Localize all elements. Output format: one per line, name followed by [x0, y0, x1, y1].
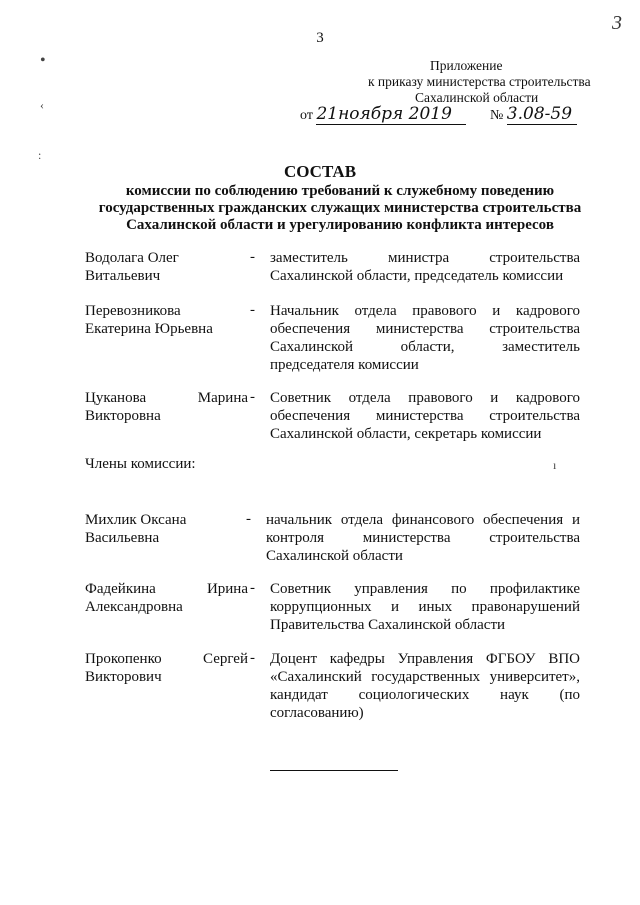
date-prefix: от: [300, 108, 313, 123]
number-handwritten: 3.08-59: [507, 104, 577, 125]
dash: -: [250, 650, 255, 666]
member-name: Цуканова Марина Викторовна: [85, 390, 248, 424]
member-name: Фадейкина Ирина Александровна: [85, 581, 248, 615]
member-role: заместитель министра строительства Сахалинской области, председатель комиссии: [270, 250, 580, 284]
members-heading: Члены комиссии:: [85, 456, 196, 472]
margin-mark: :: [38, 148, 42, 162]
dash: -: [250, 302, 255, 318]
appendix-line-3: Сахалинской области: [415, 90, 539, 105]
member-name: Михлик Оксана Васильевна: [85, 512, 187, 546]
handwritten-sheet-number: 3: [612, 12, 622, 34]
member-name: Водолага Олег Витальевич: [85, 250, 179, 284]
number-prefix: №: [489, 108, 504, 123]
document-title: СОСТАВ: [283, 162, 357, 181]
dash: -: [250, 389, 255, 405]
dash: -: [250, 580, 255, 596]
closing-rule: [270, 770, 398, 771]
appendix-line-2: к приказу министерства строительства: [368, 74, 591, 89]
member-name: Прокопенко Сергей Викторович: [85, 651, 248, 685]
appendix-line-1: Приложение: [430, 58, 503, 73]
date-handwritten: 21ноября 2019: [316, 104, 466, 125]
appendix-date-row: [300, 104, 600, 125]
member-name: Перевозникова Екатерина Юрьевна: [85, 303, 213, 337]
dash: -: [246, 511, 251, 527]
dash: -: [250, 249, 255, 265]
member-role: начальник отдела финансового обеспечения и контроля министерства строительства Сахалинской области: [266, 512, 580, 564]
margin-mark: ‹: [40, 98, 44, 112]
member-role: Доцент кафедры Управления ФГБОУ ВПО «Сахалинский государственных университет», кандидат социологических наук (по согласованию): [270, 651, 580, 721]
member-role: Советник управления по профилактике коррупционных и иных правонарушений Правительства Сахалинской области: [270, 581, 580, 633]
document-subtitle: комиссии по соблюдению требований к служебному поведению государственных гражданских служащих министерства строительства Сахалинской области и урегулированию конфликта интересов: [98, 183, 582, 233]
margin-mark: ı: [553, 458, 557, 472]
member-role: Начальник отдела правового и кадрового обеспечения министерства строительства Сахалинской области, заместитель председателя комиссии: [270, 303, 580, 373]
margin-mark: •: [40, 52, 46, 69]
page-number: 3: [316, 30, 324, 46]
member-role: Советник отдела правового и кадрового обеспечения министерства строительства Сахалинской области, секретарь комиссии: [270, 390, 580, 442]
